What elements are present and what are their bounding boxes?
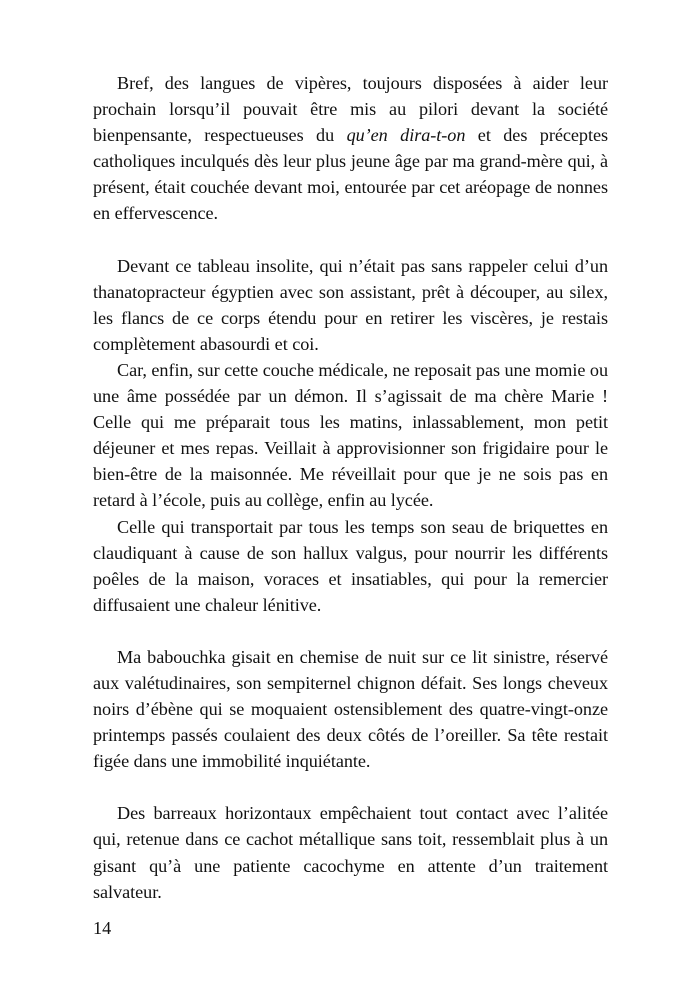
paragraph-6: Des barreaux horizontaux empêchaient tout contact avec l’alitée qui, retenue dans ce cachot métallique sans toit, ressemblait plus à un gisant qu’à une patiente cacochyme en attente d’un traitement salvateur.	[93, 803, 608, 902]
paragraph-1-text-end: et des préceptes catholiques inculqués dès leur plus jeune âge par ma grand-mère qui, à présent, était couchée devant moi, entourée par cet aréopage de nonnes en effervescence.	[93, 125, 608, 224]
paragraph-3: Car, enfin, sur cette couche médicale, ne reposait pas une momie ou une âme possédée par un démon. Il s’agissait de ma chère Marie ! Celle qui me préparait tous les matins, inlassablement, mon petit déjeuner et mes repas. Veillait à approvisionner son frigidaire pour le bien-être de la maisonnée. Me réveillait pour que je ne sois pas en retard à l’école, puis au collège, enfin au lycée.	[93, 359, 608, 511]
page-number: 14	[93, 918, 112, 938]
paragraph-1	[93, 70, 608, 227]
paragraph-1-italic-phrase: qu’en dira-t-on	[346, 125, 466, 146]
document-page	[93, 70, 608, 905]
paragraph-4: Celle qui transportait par tous les temps son seau de briquettes en claudiquant à cause de son hallux valgus, pour nourrir les différents poêles de la maison, voraces et insatiables, qui pour la remercier diffusaient une chaleur lénitive.	[93, 516, 608, 615]
paragraph-2: Devant ce tableau insolite, qui n’était pas sans rappeler celui d’un thanatopracteur égyptien avec son assistant, prêt à découper, au silex, les flancs de ce corps étendu pour en retirer les viscères, je restais complètement abasourdi et coi.	[93, 255, 608, 354]
paragraph-5: Ma babouchka gisait en chemise de nuit sur ce lit sinistre, réservé aux valétudinaires, son sempiternel chignon défait. Ses longs cheveux noirs d’ébène qui se moquaient ostensiblement des quatre-vingt-onze printemps passés coulaient des deux côtés de l’oreiller. Sa tête restait figée dans une immobilité inquiétante.	[93, 646, 608, 772]
paragraph-1-text-start: Bref, des langues de vipères, toujours disposées à aider leur prochain lorsqu’il pouvait être mis au pilori devant la société bienpensante, respectueuses du	[93, 73, 608, 146]
